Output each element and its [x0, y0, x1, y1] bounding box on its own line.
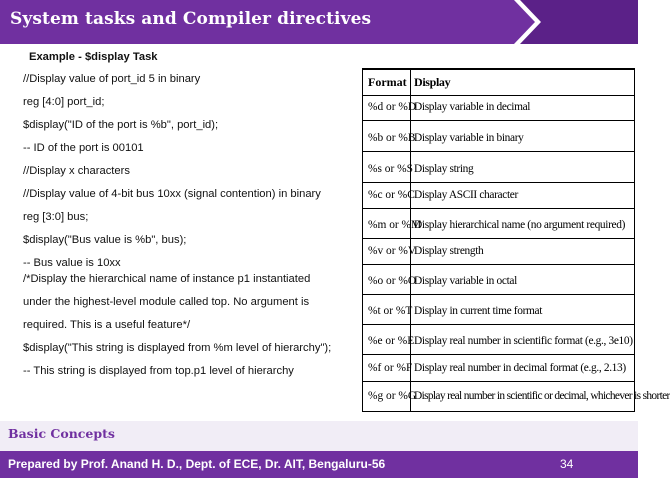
example-heading: Example - $display Task: [29, 51, 158, 63]
table-row: [363, 214, 634, 239]
display-cell: Display real number in scientific or decimal, whichever is shorter: [414, 390, 670, 402]
code-line: $display("ID of the port is %b", port_id);: [23, 119, 219, 131]
table-row: [363, 96, 634, 121]
format-cell: %c or %C: [368, 189, 415, 201]
column-header-display: Display: [414, 75, 451, 89]
display-cell: Display variable in octal: [414, 275, 517, 287]
page-number: 34: [560, 457, 574, 471]
format-cell: %s or %S: [368, 163, 413, 175]
code-line: /*Display the hierarchical name of instance p1 instantiated: [23, 273, 311, 285]
table-row: [363, 184, 634, 209]
page-title: System tasks and Compiler directives: [10, 9, 372, 29]
code-line: $display("Bus value is %b", bus);: [23, 234, 187, 246]
display-cell: Display strength: [414, 245, 484, 257]
display-cell: Display real number in scientific format (e.g., 3e10): [414, 335, 633, 347]
table-row: [363, 240, 634, 265]
display-cell: Display string: [414, 163, 474, 175]
code-line: -- Bus value is 10xx: [23, 257, 121, 269]
table-header-row: [363, 70, 634, 96]
display-cell: Display real number in decimal format (e.g., 2.13): [414, 362, 626, 374]
display-cell: Display variable in decimal: [414, 101, 531, 113]
display-cell: Display ASCII character: [414, 189, 518, 201]
code-line: -- ID of the port is 00101: [23, 142, 144, 154]
code-line: //Display value of 4-bit bus 10xx (signal contention) in binary: [23, 188, 321, 200]
format-cell: %d or %D: [368, 101, 417, 113]
code-line: required. This is a useful feature*/: [23, 319, 191, 331]
format-cell: %g or %G: [368, 390, 417, 402]
format-table: [362, 68, 670, 412]
code-line: //Display value of port_id 5 in binary: [23, 73, 201, 85]
table-row: [363, 300, 634, 325]
format-cell: %e or %E: [368, 335, 415, 347]
code-line: reg [3:0] bus;: [23, 211, 89, 223]
format-cell: %m or %M: [368, 219, 422, 231]
title-banner: [0, 0, 638, 44]
table-row: [363, 158, 634, 183]
footer-credit: Prepared by Prof. Anand H. D., Dept. of ECE, Dr. AIT, Bengaluru-56: [8, 457, 386, 471]
table-row: [363, 385, 670, 410]
table-row: [363, 330, 634, 355]
code-line: under the highest-level module called top. No argument is: [23, 296, 310, 308]
code-line: -- This string is displayed from top.p1 level of hierarchy: [23, 365, 294, 377]
format-cell: %v or %V: [368, 245, 417, 257]
column-header-format: Format: [368, 75, 407, 89]
format-cell: %t or %T: [368, 305, 413, 317]
format-cell: %b or %B: [368, 132, 416, 144]
display-cell: Display variable in binary: [414, 132, 524, 144]
display-cell: Display in current time format: [414, 305, 543, 317]
table-row: [363, 270, 634, 295]
code-line: $display("This string is displayed from %m level of hierarchy");: [23, 342, 332, 354]
format-cell: %o or %O: [368, 275, 417, 287]
table-row: [363, 127, 634, 152]
code-line: reg [4:0] port_id;: [23, 96, 105, 108]
code-line: //Display x characters: [23, 165, 130, 177]
display-cell: Display hierarchical name (no argument required): [414, 219, 626, 231]
table-row: [363, 357, 634, 382]
format-cell: %f or %F: [368, 362, 413, 374]
section-title: Basic Concepts: [8, 426, 115, 441]
